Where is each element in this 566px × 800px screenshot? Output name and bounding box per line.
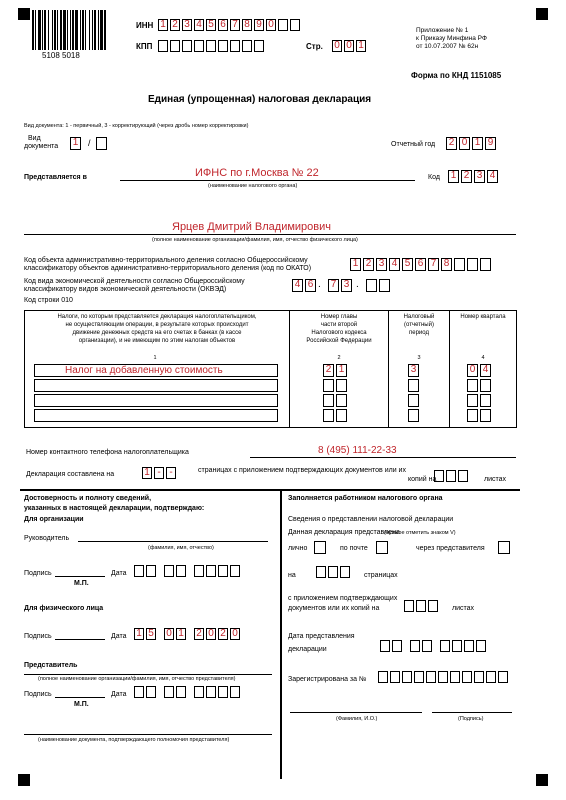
rep-line[interactable] [24,674,272,675]
code-cell[interactable]: 2 [461,170,472,183]
rep-date-cell[interactable] [206,686,216,698]
period-cell[interactable] [408,394,419,407]
pages-label: Декларация составлена на [26,471,115,478]
okato-cell[interactable]: 7 [428,258,439,271]
presented-date-cell[interactable] [380,640,390,652]
code-cell[interactable]: 1 [448,170,459,183]
okved-dot-2: . [356,279,359,290]
page-label: Стр. [306,42,323,51]
inn-cells[interactable] [158,19,302,31]
quarter-cell[interactable] [467,379,478,392]
table-divider-3 [449,310,450,428]
inn-label: ИНН [136,21,154,30]
person-date-cell[interactable]: 2 [218,628,228,640]
okato-cell[interactable]: 1 [350,258,361,271]
okato-cells[interactable] [350,258,493,271]
table-header-period [390,313,448,337]
rep-date-cells[interactable] [134,686,242,698]
person-heading: Для физического лица [24,605,104,612]
table-period-cells[interactable] [408,394,421,407]
table-header-line: Налоговый [403,314,435,320]
kpp-cell[interactable] [158,40,168,52]
pages-cell[interactable]: 1 [142,467,152,479]
head-line[interactable] [78,541,268,542]
quarter-cell[interactable] [467,394,478,407]
chapter-cell[interactable] [336,379,347,392]
table-header-line: части второй [320,322,358,328]
table-quarter-cells[interactable] [467,409,493,422]
col-number-4: 4 [481,355,485,361]
org-stamp: М.П. [74,580,89,587]
presented-date-cell[interactable] [464,640,474,652]
okato-cell[interactable]: 4 [389,258,400,271]
rep-date-label: Дата [111,691,127,698]
presented-date-cell[interactable] [422,640,432,652]
year-cell[interactable]: 2 [446,137,457,150]
person-sign-label: Подпись [24,633,52,640]
table-header-line: Номер квартала [460,314,506,320]
taxpayer-name[interactable]: Ярцев Дмитрий Владимирович [172,221,332,233]
table-chapter-cells[interactable] [323,394,349,407]
doc-type-cell[interactable]: 1 [70,137,83,150]
kpp-cell[interactable] [230,40,240,52]
personal-label: лично [288,545,308,552]
person-date-label: Дата [111,633,127,640]
employee-sign-line[interactable] [432,712,512,713]
page-cell[interactable]: 0 [332,40,342,52]
registered-cell[interactable] [390,671,400,683]
submitted-to-label: Представляется в [24,174,87,181]
presented-date-cell[interactable] [440,640,450,652]
presented-note: (нужное отметить знаком V) [384,530,456,536]
table-period-cells[interactable] [408,364,421,377]
personal-checkbox[interactable] [314,541,326,554]
doc-caption: (наименование документа, подтверждающего полномочия представителя) [38,737,230,743]
person-date-cell[interactable]: 2 [194,628,204,640]
okato-cell[interactable]: 3 [376,258,387,271]
report-year-cells[interactable] [446,137,498,150]
attach-cell[interactable] [428,600,438,612]
quarter-cell[interactable] [480,394,491,407]
table-period-cells[interactable] [408,409,421,422]
barcode-number: 5108 5018 [42,51,80,60]
org-date-label: Дата [111,570,127,577]
org-date-cell[interactable] [164,565,174,577]
pages-received-cells[interactable] [316,566,352,578]
left-heading-2: указанных в настоящей декларации, подтверждаю: [24,505,205,512]
okved-cell[interactable] [379,279,390,292]
employee-fio-line[interactable] [290,712,422,713]
okved-cell[interactable]: 7 [328,279,339,292]
doc-type-label-1: Вид [28,135,41,142]
table-divider-2 [388,310,389,428]
period-cell[interactable]: 3 [408,364,419,377]
attach-cells[interactable] [404,600,440,612]
okato-cell[interactable]: 8 [441,258,452,271]
employee-sign-caption: (Подпись) [458,716,484,722]
page-cell[interactable]: 1 [356,40,366,52]
year-cell[interactable]: 0 [459,137,470,150]
kpp-label: КПП [136,42,153,51]
appendix-line1: Приложение № 1 [416,27,469,34]
copies-cells[interactable] [434,470,470,482]
person-date-cell[interactable]: 1 [134,628,144,640]
registered-cell[interactable] [414,671,424,683]
kpp-cells[interactable] [158,40,266,52]
col-number-3: 3 [417,355,421,361]
table-header-line: Налогового кодекса [311,330,367,336]
chapter-cell[interactable]: 2 [323,364,334,377]
inn-cell[interactable]: 7 [230,19,240,31]
org-date-cell[interactable] [134,565,144,577]
quarter-cell[interactable]: 0 [467,364,478,377]
tax-name-field[interactable]: Налог на добавленную стоимость [34,364,278,377]
barcode-image [32,10,132,52]
phone-label: Номер контактного телефона налогоплательщика [26,449,189,456]
inn-cell[interactable]: 3 [182,19,192,31]
document-title: Единая (упрощенная) налоговая декларация [148,94,372,105]
head-caption: (фамилия, имя, отчество) [148,545,214,551]
pages-middle-2: копий на [408,476,437,483]
rep-date-cell[interactable] [176,686,186,698]
line-code: Код строки 010 [24,297,73,304]
via-rep-label: через представителя [416,545,485,552]
tax-name-field[interactable] [34,394,278,407]
taxpayer-line [24,234,516,235]
kpp-cell[interactable] [182,40,192,52]
pages-cell[interactable]: - [166,467,176,479]
by-mail-label: по почте [340,545,368,552]
presented-label: Данная декларация представлена [288,529,400,536]
tax-name-field[interactable] [34,409,278,422]
okato-label-2: классификатору объектов административно-территориального деления (код по ОКАТО) [24,265,312,272]
okved-group1[interactable] [292,279,318,292]
pages-cell[interactable]: - [154,467,164,479]
registered-cell[interactable] [486,671,496,683]
right-heading: Заполняется работником налогового органа [288,495,443,502]
person-date-cells[interactable] [134,628,242,640]
table-header-line: (отчетный) [404,322,434,328]
period-cell[interactable] [408,379,419,392]
table-header-line: организации), и не имеющим по этим налогам объектов [78,338,236,344]
date-presented-1: Дата представления [288,633,355,640]
code-cells[interactable] [448,170,500,183]
registered-cell[interactable] [426,671,436,683]
barcode [32,10,132,52]
table-quarter-cells[interactable] [467,364,493,377]
kpp-cell[interactable] [194,40,204,52]
period-cell[interactable] [408,409,419,422]
table-header-taxes [26,313,288,345]
year-cell[interactable]: 9 [485,137,496,150]
inn-cell[interactable] [278,19,288,31]
pages-cells[interactable] [142,467,178,479]
okved-cell[interactable]: 3 [341,279,352,292]
kpp-cell[interactable] [170,40,180,52]
tax-authority-caption: (наименование налогового органа) [208,183,298,189]
registered-cell[interactable] [402,671,412,683]
okato-cell[interactable] [480,258,491,271]
doc-type-label-2: документа [24,143,59,150]
tax-name-field[interactable] [34,379,278,392]
quarter-cell[interactable] [480,379,491,392]
org-date-cell[interactable] [194,565,204,577]
date-presented-cells[interactable] [380,640,488,652]
chapter-cell[interactable] [323,394,334,407]
inn-cell[interactable]: 2 [170,19,180,31]
inn-cell[interactable]: 4 [194,19,204,31]
quarter-cell[interactable]: 4 [480,364,491,377]
table-quarter-cells[interactable] [467,394,493,407]
table-chapter-cells[interactable] [323,364,349,377]
person-date-cell[interactable]: 0 [230,628,240,640]
person-sign-line[interactable] [55,639,105,640]
left-heading-1: Достоверность и полноту сведений, [24,495,152,502]
registered-cell[interactable] [462,671,472,683]
rep-sign-label: Подпись [24,691,52,698]
inn-cell[interactable]: 9 [254,19,264,31]
org-sign-line[interactable] [55,576,105,577]
org-date-cell[interactable] [230,565,240,577]
chapter-cell[interactable] [323,379,334,392]
quarter-cell[interactable] [467,409,478,422]
info-label: Сведения о представлении налоговой декларации [288,516,454,523]
inn-cell[interactable]: 5 [206,19,216,31]
okato-cell[interactable]: 6 [415,258,426,271]
doc-line[interactable] [24,734,272,735]
presented-date-cell[interactable] [476,640,486,652]
pages-middle-1: страницах с приложением подтверждающих документов или их [198,467,406,474]
presented-date-cell[interactable] [452,640,462,652]
kpp-cell[interactable] [254,40,264,52]
chapter-cell[interactable] [336,394,347,407]
registered-cell[interactable] [474,671,484,683]
sheets-suffix: листах [484,476,507,483]
registered-cells[interactable] [378,671,510,683]
col-number-1: 1 [153,355,157,361]
presented-date-cell[interactable] [410,640,420,652]
chapter-cell[interactable]: 1 [336,364,347,377]
okved-cell[interactable]: 4 [292,279,303,292]
attach-line-1: с приложением подтверждающих [288,595,398,602]
bottom-section-divider [280,489,282,779]
registered-cell[interactable] [450,671,460,683]
okved-cell[interactable] [366,279,377,292]
okved-dot-1: . [318,279,321,290]
taxpayer-caption: (полное наименование организации/фамилия, имя, отчество физического лица) [152,237,358,243]
bottom-section-top [20,489,520,491]
person-date-cell[interactable]: 0 [164,628,174,640]
report-year-label: Отчетный год [391,141,436,148]
person-date-cell[interactable]: 1 [176,628,186,640]
received-pages-cell[interactable] [328,566,338,578]
person-date-cell[interactable]: 0 [206,628,216,640]
by-mail-checkbox[interactable] [376,541,388,554]
org-date-cells[interactable] [134,565,242,577]
kpp-cell[interactable] [218,40,228,52]
inn-cell[interactable]: 8 [242,19,252,31]
org-heading: Для организации [24,516,84,523]
okato-cell[interactable] [467,258,478,271]
table-header-line: период [409,330,429,336]
via-rep-checkbox[interactable] [498,541,510,554]
rep-date-cell[interactable] [230,686,240,698]
date-presented-2: декларации [288,646,327,653]
page-cell[interactable]: 0 [344,40,354,52]
phone-value[interactable]: 8 (495) 111-22-33 [318,445,397,456]
attach-line-2: документов или их копий на [288,605,380,612]
inn-cell[interactable] [290,19,300,31]
okved-label-1: Код вида экономической деятельности согласно Общероссийскому [24,278,245,285]
org-date-cell[interactable] [176,565,186,577]
table-header-quarter [451,313,515,321]
table-header-line: Российской Федерации [306,338,372,344]
code-cell[interactable]: 3 [474,170,485,183]
head-label: Руководитель [24,535,70,542]
table-chapter-cells[interactable] [323,379,349,392]
year-cell[interactable]: 1 [472,137,483,150]
employee-fio-caption: (Фамилия, И.О.) [336,716,378,722]
received-pages-cell[interactable] [316,566,326,578]
rep-stamp: М.П. [74,701,89,708]
rep-date-cell[interactable] [218,686,228,698]
code-cell[interactable]: 4 [487,170,498,183]
chapter-cell[interactable] [336,409,347,422]
rep-caption: (полное наименование организации/фамилия, имя, отчество представителя) [38,676,236,682]
copies-cell[interactable] [458,470,468,482]
okato-label-1: Код объекта административно-территориального деления согласно Общероссийскому [24,257,308,264]
okato-cell[interactable]: 5 [402,258,413,271]
rep-date-cell[interactable] [146,686,156,698]
attach-cell[interactable] [404,600,414,612]
rep-date-cell[interactable] [164,686,174,698]
okved-label-2: классификатору видов экономической деятельности (ОКВЭД) [24,286,227,293]
okved-cell[interactable]: 6 [305,279,316,292]
okved-group3[interactable] [366,279,392,292]
registered-cell[interactable] [438,671,448,683]
table-quarter-cells[interactable] [467,379,493,392]
okato-cell[interactable] [454,258,465,271]
okved-group2[interactable] [328,279,354,292]
kpp-cell[interactable] [206,40,216,52]
registered-label: Зарегистрирована за № [288,676,367,683]
org-date-cell[interactable] [206,565,216,577]
form-code: Форма по КНД 1151085 [411,71,502,80]
presented-date-cell[interactable] [392,640,402,652]
registered-cell[interactable] [378,671,388,683]
registered-cell[interactable] [498,671,508,683]
table-period-cells[interactable] [408,379,421,392]
rep-date-cell[interactable] [194,686,204,698]
corner-mark-top-left [18,8,30,20]
phone-line [250,457,516,458]
tax-authority-value[interactable]: ИФНС по г.Москва № 22 [195,167,319,179]
table-chapter-cells[interactable] [323,409,349,422]
page-cells[interactable] [332,40,368,52]
kpp-cell[interactable] [242,40,252,52]
corner-mark-bottom-left [18,774,30,786]
inn-cell[interactable]: 0 [266,19,276,31]
correction-cell[interactable] [96,137,109,150]
table-divider-1 [289,310,290,428]
rep-sign-line[interactable] [55,697,105,698]
chapter-cell[interactable] [323,409,334,422]
org-date-cell[interactable] [218,565,228,577]
tax-authority-line [120,180,415,181]
inn-cell[interactable]: 6 [218,19,228,31]
quarter-cell[interactable] [480,409,491,422]
table-header-line: Налоги, по которым представляется декларация налогоплательщиком, [57,314,257,320]
corner-mark-top-right [536,8,548,20]
table-header-chapter [291,313,387,345]
received-pages-cell[interactable] [340,566,350,578]
rep-heading: Представитель [24,662,78,669]
table-header-line: Номер главы [320,314,358,320]
appendix-line3: от 10.07.2007 № 62н [416,43,479,50]
rep-date-cell[interactable] [134,686,144,698]
appendix-line2: к Приказу Минфина РФ [416,35,487,42]
person-date-cell[interactable]: 5 [146,628,156,640]
table-header-line: движение денежных средств на его счетах в банках (в кассе [72,330,242,336]
corner-mark-bottom-right [536,774,548,786]
on-label: на [288,572,296,579]
okato-cell[interactable]: 2 [363,258,374,271]
doc-type-note: Вид документа: 1 - первичный, 3 - корректирующий (через дробь номер корректировки) [24,123,249,129]
pages-label-right: страницах [364,572,398,579]
doc-type-separator: / [88,138,91,148]
code-label: Код [428,174,440,181]
col-number-2: 2 [337,355,341,361]
attach-cell[interactable] [416,600,426,612]
copies-cell[interactable] [434,470,444,482]
sheets-label-right: листах [452,605,475,612]
org-sign-label: Подпись [24,570,52,577]
table-header-line: не осуществляющим операции, в результате которых происходит [65,322,249,328]
copies-cell[interactable] [446,470,456,482]
inn-cell[interactable]: 1 [158,19,168,31]
org-date-cell[interactable] [146,565,156,577]
